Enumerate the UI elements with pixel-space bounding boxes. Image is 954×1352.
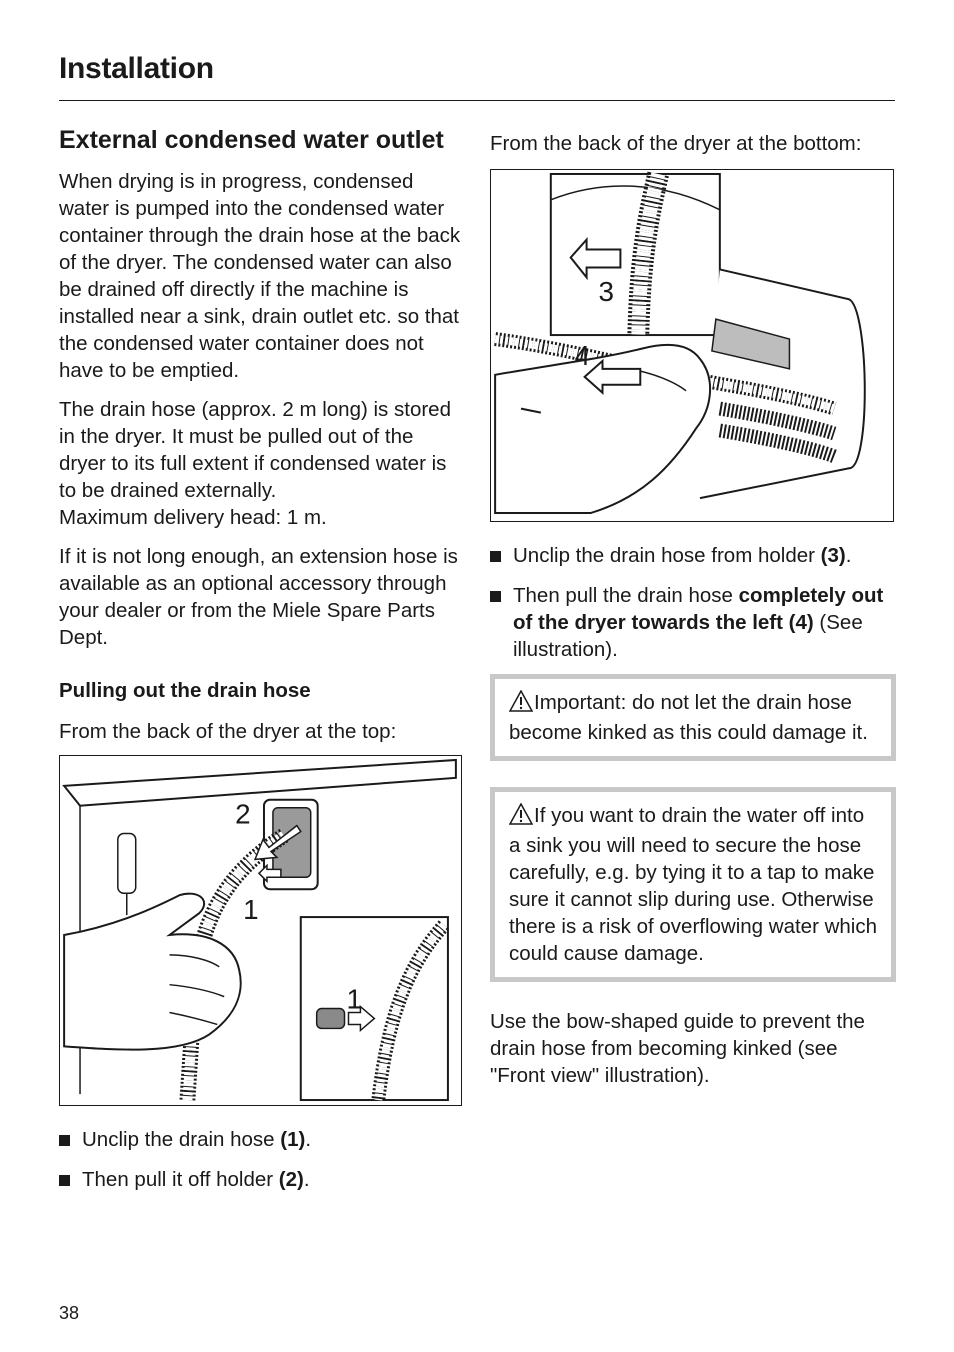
step-unclip-from-holder: Unclip the drain hose from holder (3).	[490, 542, 898, 569]
inset-label-1: 1	[346, 983, 362, 1015]
socket-icon	[118, 834, 136, 894]
step-pull-hose-left: Then pull the drain hose completely out of the dryer towards the left (4) (See illustration).	[490, 582, 898, 663]
warning-triangle-icon	[509, 803, 533, 832]
sink-warning-text: If you want to drain the water off into a sink you will need to secure the hose carefully, e.g. by tying it to a tap to make sure it cannot slip during use. Otherwise there is a risk of overflowing water which could cause damage.	[509, 804, 878, 965]
step-pull-off-holder: Then pull it off holder (2).	[59, 1166, 461, 1193]
section-heading: External condensed water outlet	[59, 126, 444, 154]
figure-label-3: 3	[598, 276, 615, 308]
left-column	[59, 124, 461, 1206]
bottom-illustration	[490, 169, 894, 522]
right-steps	[490, 542, 898, 663]
top-figure-intro: From the back of the dryer at the top:	[59, 720, 397, 743]
kink-warning	[490, 674, 896, 761]
title-divider	[59, 100, 895, 101]
page-number: 38	[59, 1303, 80, 1323]
sink-warning	[490, 787, 896, 982]
intro-paragraph: When drying is in progress, condensed water is pumped into the condensed water container through the drain hose at the back of the dryer. The condensed water can also be drained off directly if the machine is installed near a sink, drain outlet etc. so that the condensed water container does not have to be emptied.	[59, 170, 461, 382]
step-unclip-hose: Unclip the drain hose (1).	[59, 1126, 461, 1153]
page-title: Installation	[59, 52, 214, 85]
figure-label-4: 4	[574, 339, 591, 371]
bottom-figure-intro: From the back of the dryer at the bottom:	[490, 132, 862, 155]
extension-paragraph: If it is not long enough, an extension hose is available as an optional accessory through your dealer or from the Miele Spare Parts Dept.	[59, 545, 458, 649]
delivery-head-text: Maximum delivery head: 1 m.	[59, 506, 327, 529]
left-steps	[59, 1126, 461, 1193]
bow-guide-paragraph: Use the bow-shaped guide to prevent the drain hose from becoming kinked (see "Front view" illustration).	[490, 1010, 865, 1087]
hose-length-paragraph	[59, 396, 461, 531]
right-column	[490, 130, 898, 1101]
bottom-illustration-svg	[491, 170, 893, 521]
top-illustration	[59, 755, 462, 1106]
kink-warning-text: Important: do not let the drain hose become kinked as this could damage it.	[509, 691, 868, 744]
figure-label-1: 1	[243, 894, 259, 926]
hose-length-text: The drain hose (approx. 2 m long) is stored in the dryer. It must be pulled out of the dryer to its full extent if condensed water is to be drained externally.	[59, 398, 451, 502]
warning-triangle-icon	[509, 690, 533, 719]
subsection-heading: Pulling out the drain hose	[59, 679, 311, 702]
top-illustration-svg	[60, 756, 461, 1105]
figure-label-2: 2	[235, 798, 251, 830]
